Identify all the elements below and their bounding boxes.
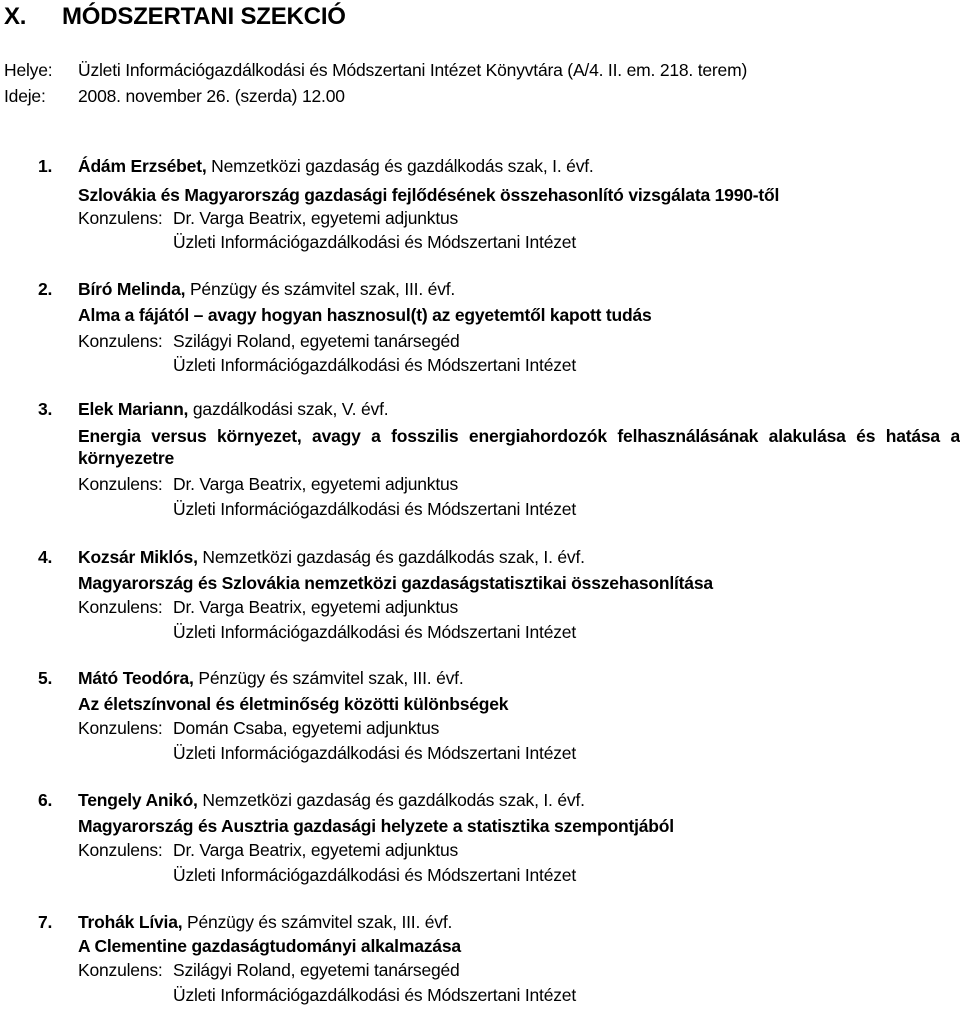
entry-number: 2. [38, 279, 53, 299]
entry-title-line-2: környezetre [78, 448, 175, 468]
entry-author-line [78, 667, 463, 689]
author-program: Nemzetközi gazdaság és gazdálkodás szak, I. évf. [206, 156, 594, 176]
consultant-name: Dr. Varga Beatrix, egyetemi adjunktus [173, 597, 459, 617]
time-value: 2008. november 26. (szerda) 12.00 [78, 86, 345, 106]
author-program: Nemzetközi gazdaság és gazdálkodás szak, I. évf. [197, 790, 585, 810]
consultant-label: Konzulens: [78, 840, 163, 860]
author-name: Tengely Anikó, [78, 790, 198, 810]
consultant-line [78, 839, 458, 861]
location-line [4, 60, 747, 81]
entry-number: 7. [38, 912, 53, 932]
consultant-label: Konzulens: [78, 960, 163, 980]
author-name: Ádám Erzsébet, [78, 156, 207, 176]
consultant-line [78, 207, 458, 229]
consultant-name: Dr. Varga Beatrix, egyetemi adjunktus [173, 208, 459, 228]
institute-line: Üzleti Információgazdálkodási és Módszertani Intézet [173, 622, 576, 642]
entry-number: 6. [38, 790, 53, 810]
consultant-name: Dr. Varga Beatrix, egyetemi adjunktus [173, 840, 459, 860]
consultant-name: Szilágyi Roland, egyetemi tanársegéd [173, 960, 460, 980]
institute-line: Üzleti Információgazdálkodási és Módszertani Intézet [173, 743, 576, 763]
author-program: Pénzügy és számvitel szak, III. évf. [193, 668, 464, 688]
consultant-line [78, 596, 458, 618]
author-name: Bíró Melinda, [78, 279, 186, 299]
consultant-line [78, 330, 460, 352]
entry-title-line-1: Energia versus környezet, avagy a fosszilis energiahordozók felhasználásának alakulása és hatása a [78, 426, 960, 446]
time-label: Ideje: [4, 86, 46, 106]
entry-author-line [78, 546, 585, 568]
consultant-line [78, 959, 460, 981]
author-program: Pénzügy és számvitel szak, III. évf. [185, 279, 456, 299]
institute-line: Üzleti Információgazdálkodási és Módszertani Intézet [173, 232, 576, 252]
author-name: Kozsár Miklós, [78, 547, 198, 567]
consultant-name: Szilágyi Roland, egyetemi tanársegéd [173, 331, 460, 351]
consultant-label: Konzulens: [78, 331, 163, 351]
author-name: Elek Mariann, [78, 399, 189, 419]
consultant-line [78, 717, 439, 739]
author-name: Trohák Lívia, [78, 912, 183, 932]
entry-title: Az életszínvonal és életminőség közötti különbségek [78, 694, 509, 714]
time-line [4, 86, 345, 107]
institute-line: Üzleti Információgazdálkodási és Módszertani Intézet [173, 499, 576, 519]
author-program: gazdálkodási szak, V. évf. [188, 399, 389, 419]
consultant-label: Konzulens: [78, 474, 163, 494]
entry-number: 1. [38, 156, 53, 176]
institute-line: Üzleti Információgazdálkodási és Módszertani Intézet [173, 355, 576, 375]
entry-title: A Clementine gazdaságtudományi alkalmazása [78, 936, 461, 956]
consultant-line [78, 473, 458, 495]
institute-line: Üzleti Információgazdálkodási és Módszertani Intézet [173, 985, 576, 1005]
author-name: Mátó Teodóra, [78, 668, 194, 688]
location-value: Üzleti Információgazdálkodási és Módszertani Intézet Könyvtára (A/4. II. em. 218. terem) [78, 60, 748, 80]
consultant-name: Dr. Varga Beatrix, egyetemi adjunktus [173, 474, 459, 494]
entry-number: 5. [38, 668, 53, 688]
consultant-label: Konzulens: [78, 597, 163, 617]
author-program: Pénzügy és számvitel szak, III. évf. [182, 912, 453, 932]
entry-title [78, 425, 960, 469]
consultant-label: Konzulens: [78, 208, 163, 228]
institute-line: Üzleti Információgazdálkodási és Módszertani Intézet [173, 865, 576, 885]
consultant-name: Domán Csaba, egyetemi adjunktus [173, 718, 440, 738]
entry-author-line [78, 398, 388, 420]
author-program: Nemzetközi gazdaság és gazdálkodás szak, I. évf. [197, 547, 585, 567]
section-title: MÓDSZERTANI SZEKCIÓ [62, 3, 346, 30]
entry-author-line [78, 155, 594, 177]
location-label: Helye: [4, 60, 53, 80]
entry-number: 4. [38, 547, 53, 567]
entry-title: Szlovákia és Magyarország gazdasági fejlődésének összehasonlító vizsgálata 1990-től [78, 185, 780, 205]
entry-title: Magyarország és Ausztria gazdasági helyzete a statisztika szempontjából [78, 816, 674, 836]
entry-author-line [78, 789, 585, 811]
entry-author-line [78, 278, 455, 300]
entry-title: Magyarország és Szlovákia nemzetközi gazdaságstatisztikai összehasonlítása [78, 573, 713, 593]
entry-author-line [78, 911, 452, 933]
entry-number: 3. [38, 399, 53, 419]
entry-title: Alma a fájától – avagy hogyan hasznosul(t) az egyetemtől kapott tudás [78, 305, 652, 325]
section-number: X. [4, 3, 27, 30]
section-heading [4, 3, 346, 31]
consultant-label: Konzulens: [78, 718, 163, 738]
